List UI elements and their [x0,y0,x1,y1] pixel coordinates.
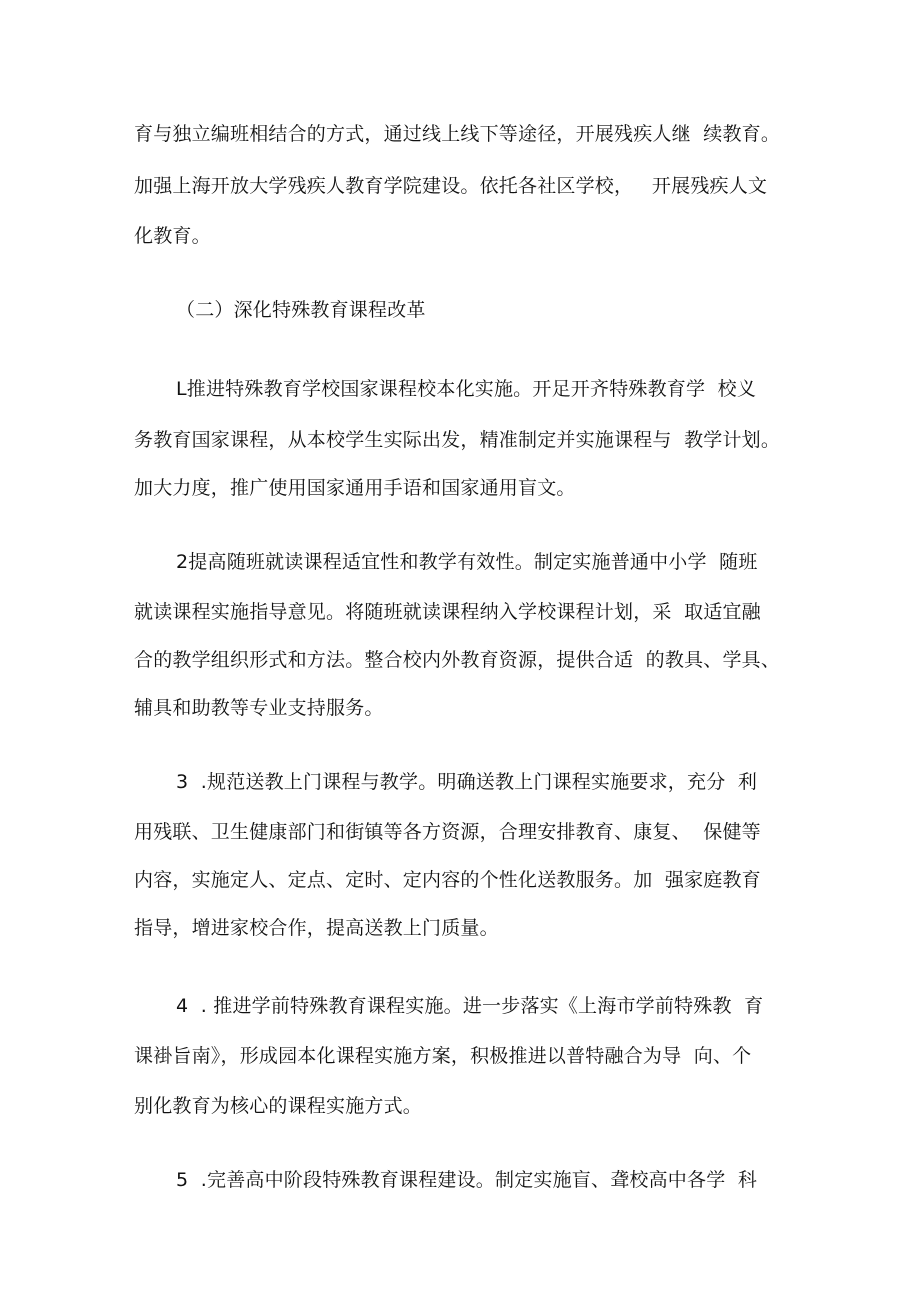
text-line: 化教育。 [134,225,211,247]
text-line: 育与独立编班相结合的方式，通过线上线下等途径，开展残疾人继 续教育。 [134,123,781,145]
text-line: 内容，实施定人、定点、定时、定内容的个性化送教服务。加 强家庭教育 [134,869,761,891]
text-line: 加强上海开放大学残疾人教育学院建设。依托各社区学校， 开展残疾人文 [134,175,768,197]
text-line: 务教育国家课程，从本校学生实际出发，精准制定并实施课程与 教学计划。 [134,429,781,451]
section-heading: （二）深化特殊教育课程改革 [176,299,426,321]
text-line: L推进特殊教育学校国家课程校本化实施。开足开齐特殊教育学 校义 [176,378,757,400]
text-line: 3 .规范送教上门课程与教学。明确送教上门课程实施要求，充分 利 [176,771,758,793]
text-line: 用残联、卫生健康部门和街镇等各方资源，合理安排教育、康复、 保健等 [134,821,761,843]
text-line: 课褂旨南》，形成园本化课程实施方案，积极推进以普特融合为导 向、个 [134,1045,752,1067]
text-line: 4 . 推进学前特殊教育课程实施。进一步落实《上海市学前特殊教 育 [176,995,764,1017]
text-line: 合的教学组织形式和方法。整合校内外教育资源，提供合适 的教具、学具、 [134,649,781,671]
text-line: 指导，增进家校合作，提高送教上门质量。 [134,917,499,939]
text-line: 别化教育为核心的课程实施方式。 [134,1095,423,1117]
text-line: 2提高随班就读课程适宜性和教学有效性。制定实施普通中小学 随班 [176,551,758,573]
text-line: 5 .完善高中阶段特殊教育课程建设。制定实施盲、聋校高中各学 科 [176,1169,758,1191]
text-line: 加大力度，推广使用国家通用手语和国家通用盲文。 [134,477,576,499]
text-line: 就读课程实施指导意见。将随班就读课程纳入学校课程计划，采 取适宜融 [134,601,761,623]
text-line: 辅具和助教等专业支持服务。 [134,697,384,719]
